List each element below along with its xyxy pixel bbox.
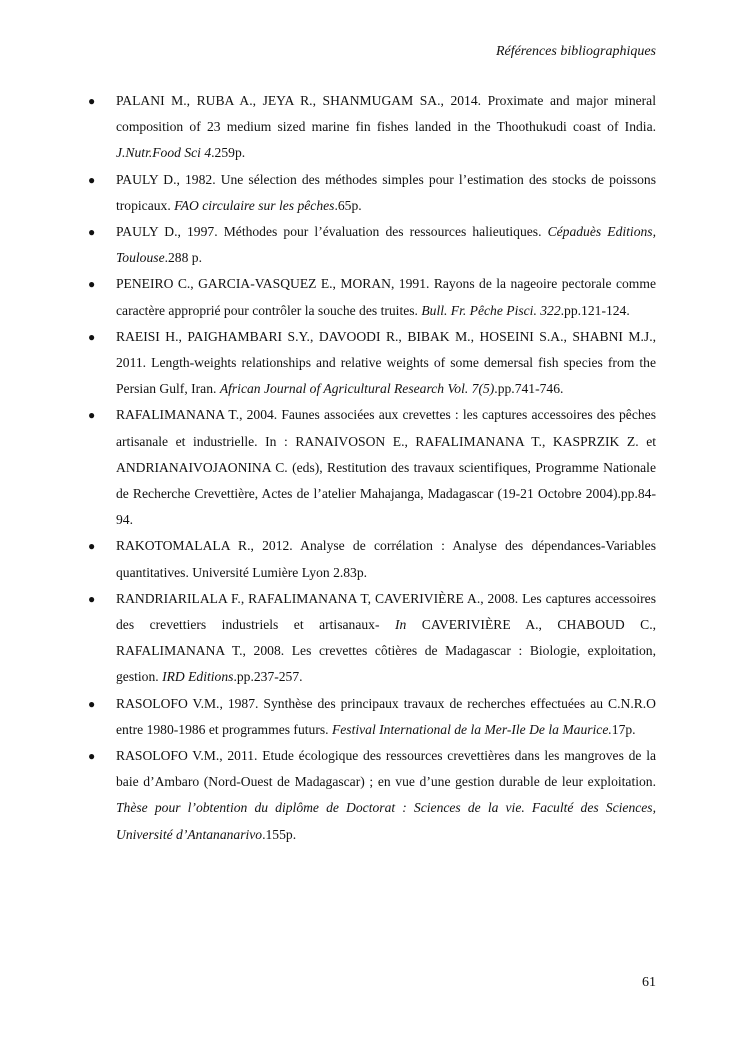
bullet-icon: ● bbox=[88, 696, 96, 711]
bullet-icon: ● bbox=[88, 172, 96, 187]
reference-item bbox=[88, 691, 656, 743]
reference-italic-text: Festival International de la Mer-Ile De la Maurice. bbox=[331, 721, 612, 737]
reference-italic-text: FAO circulaire sur les pêches bbox=[174, 197, 335, 213]
reference-text: RASOLOFO V.M., 1987. Synthèse des principaux travaux de recherches effectuées au C.N.R.O entre 1980-1986 et programmes futurs. bbox=[116, 695, 656, 737]
bullet-icon: ● bbox=[88, 225, 96, 240]
reference-text: .259p. bbox=[211, 145, 246, 161]
page-number: 61 bbox=[642, 975, 656, 990]
reference-italic-text: In bbox=[394, 617, 407, 633]
bullet-icon: ● bbox=[88, 591, 96, 606]
reference-text: .288 p. bbox=[164, 250, 202, 266]
reference-text: .65p. bbox=[334, 197, 362, 213]
reference-text: .155p. bbox=[262, 826, 297, 842]
reference-italic-text: African Journal of Agricultural Research Vol. 7(5) bbox=[219, 381, 495, 397]
running-header: Références bibliographiques bbox=[495, 44, 656, 59]
bullet-icon: ● bbox=[88, 749, 96, 764]
reference-text: 17p. bbox=[611, 721, 636, 737]
reference-item bbox=[88, 402, 656, 533]
reference-text: CAVERIVIÈRE A., CHABOUD C., RAFALIMANANA T., 2008. Les crevettes côtières de Madagascar : Biologie, exploitation, gestion. bbox=[116, 617, 656, 685]
reference-italic-text: Thèse pour l’obtention du diplôme de Doctorat : Sciences de la vie. Faculté des Sciences, Université d’Antananarivo bbox=[116, 800, 656, 842]
bullet-icon: ● bbox=[88, 94, 96, 108]
reference-text: PAULY D., 1982. Une sélection des méthodes simples pour l’estimation des stocks de poissons tropicaux. bbox=[116, 171, 656, 213]
reference-text: .pp.237-257. bbox=[233, 669, 303, 685]
reference-text: PALANI M., RUBA A., JEYA R., SHANMUGAM SA., 2014. Proximate and major mineral composition of 23 medium sized marine fin fishes landed in the Thoothukudi coast of India. bbox=[116, 93, 656, 135]
reference-text: .pp.121-124. bbox=[560, 302, 630, 318]
reference-text: PENEIRO C., GARCIA-VASQUEZ E., MORAN, 1991. Rayons de la nageoire pectorale comme caractère approprié pour contrôler la souche des truites. bbox=[116, 276, 656, 318]
reference-list bbox=[88, 88, 656, 848]
bullet-icon: ● bbox=[88, 277, 96, 292]
reference-text: .pp.741-746. bbox=[494, 381, 564, 397]
reference-text: RANDRIARILALA F., RAFALIMANANA T, CAVERIVIÈRE A., 2008. Les captures accessoires des crevettiers industriels et artisanaux- bbox=[116, 590, 656, 633]
reference-item bbox=[88, 586, 656, 691]
reference-italic-text: Bull. Fr. Pêche Pisci. 322 bbox=[421, 302, 561, 318]
reference-item bbox=[88, 324, 656, 403]
reference-text: PAULY D., 1997. Méthodes pour l’évaluation des ressources halieutiques. bbox=[116, 224, 548, 240]
reference-text: RAEISI H., PAIGHAMBARI S.Y., DAVOODI R., BIBAK M., HOSEINI S.A., SHABNI M.J., 2011. Length-weights relationships and relative weights of some demersal fish species from the Persian Gulf, Iran. bbox=[116, 328, 656, 397]
reference-italic-text: IRD Editions bbox=[162, 669, 234, 685]
reference-item bbox=[88, 167, 656, 219]
bullet-icon: ● bbox=[88, 408, 96, 423]
bullet-icon: ● bbox=[88, 539, 96, 554]
reference-text: RASOLOFO V.M., 2011. Etude écologique des ressources crevettières dans les mangroves de la baie d’Ambaro (Nord-Ouest de Madagascar) ; en vue d’une gestion durable de leur exploitation. bbox=[116, 748, 656, 790]
reference-text: RAFALIMANANA T., 2004. Faunes associées aux crevettes : les captures accessoires des pêches artisanale et industrielle. In : RANAIVOSON E., RAFALIMANANA T., KASPRZIK Z. et ANDRIANAIVOJAONINA C. (eds), Restitution des travaux scientifiques, Programme Nationale de Recherche Crevettière, Actes de l’atelier Mahajanga, Madagascar (19-21 Octobre 2004).pp.84-94. bbox=[116, 407, 656, 528]
reference-item bbox=[88, 271, 656, 323]
reference-item bbox=[88, 743, 656, 848]
reference-italic-text: Cépaduès Editions, Toulouse bbox=[116, 224, 656, 266]
bullet-icon: ● bbox=[88, 329, 96, 344]
reference-text: RAKOTOMALALA R., 2012. Analyse de corrélation : Analyse des dépendances-Variables quantitatives. Université Lumière Lyon 2.83p. bbox=[116, 538, 656, 580]
reference-item bbox=[88, 219, 656, 271]
reference-italic-text: J.Nutr.Food Sci 4 bbox=[116, 145, 212, 161]
reference-item bbox=[88, 533, 656, 585]
reference-item bbox=[88, 88, 656, 167]
